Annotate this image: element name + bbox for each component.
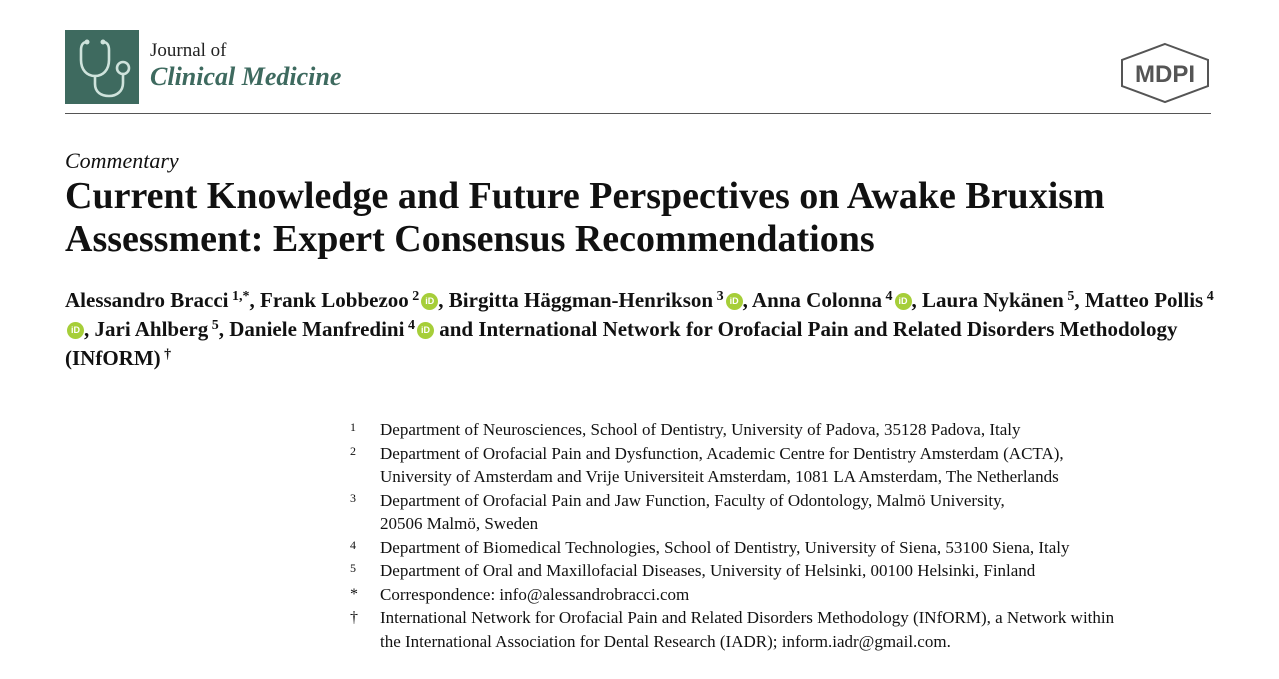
affiliation-line xyxy=(345,489,1225,513)
journal-name-line2: Clinical Medicine xyxy=(150,62,342,91)
affiliation-line xyxy=(345,418,1225,442)
publisher-logo xyxy=(1118,42,1212,104)
author-affiliation-mark: 4 xyxy=(404,318,415,333)
author-separator: , xyxy=(249,288,261,312)
affiliation-text: Department of Biomedical Technologies, School of Dentistry, University of Siena, 53100 Siena, Italy xyxy=(380,537,1070,557)
affiliation-line xyxy=(345,559,1225,583)
author-list xyxy=(65,286,1225,373)
affiliation-number: 5 xyxy=(350,561,356,575)
author-name[interactable]: Alessandro Bracci xyxy=(65,288,229,312)
author-name[interactable]: Laura Nykänen xyxy=(922,288,1064,312)
affiliation-line xyxy=(345,630,1225,654)
affiliation-line xyxy=(345,442,1225,466)
affiliation-text: International Network for Orofacial Pain and Related Disorders Methodology (INfORM), a Network within xyxy=(380,608,1115,627)
journal-logo xyxy=(65,30,139,104)
orcid-icon[interactable]: iD xyxy=(67,322,84,339)
affiliation-text: Department of Neurosciences, School of Dentistry, University of Padova, 35128 Padova, Italy xyxy=(380,420,1021,439)
author-affiliation-mark: 3 xyxy=(713,289,724,304)
author-name[interactable]: Daniele Manfredini xyxy=(229,317,405,341)
article-type: Commentary xyxy=(65,148,179,173)
orcid-icon[interactable]: iD xyxy=(417,322,434,339)
author-affiliation-mark: 5 xyxy=(208,318,219,333)
author-affiliation-mark: 2 xyxy=(408,289,420,304)
author-name[interactable]: Frank Lobbezoo xyxy=(260,288,409,312)
author-separator: and xyxy=(433,317,479,341)
affiliation-line xyxy=(345,536,1225,560)
author-affiliation-mark: † xyxy=(160,347,172,362)
orcid-icon[interactable]: iD xyxy=(726,293,743,310)
orcid-icon[interactable]: iD xyxy=(895,293,912,310)
author-separator: , xyxy=(218,317,230,341)
journal-name xyxy=(150,40,341,92)
author-name[interactable]: Matteo Pollis xyxy=(1084,288,1204,312)
publisher-logo-text: MDPI xyxy=(1135,61,1195,88)
author-separator: , xyxy=(84,317,95,341)
author-name[interactable]: Jari Ahlberg xyxy=(94,317,209,341)
affiliation-line xyxy=(345,512,1225,536)
affiliation-line xyxy=(345,465,1225,489)
affiliation-line xyxy=(345,583,1225,607)
affiliation-text: University of Amsterdam and Vrije Universiteit Amsterdam, 1081 LA Amsterdam, The Netherlands xyxy=(380,467,1059,486)
journal-name-line1: Journal of xyxy=(150,40,227,61)
author-separator: , xyxy=(1074,288,1085,312)
header-divider xyxy=(65,113,1211,114)
affiliation-list xyxy=(345,418,1225,653)
affiliation-number: 1 xyxy=(350,420,356,434)
author-name[interactable]: Anna Colonna xyxy=(751,288,883,312)
affiliation-text: the International Association for Dental Research (IADR); inform.iadr@gmail.com. xyxy=(380,631,951,651)
author-affiliation-mark: 4 xyxy=(1203,289,1214,304)
author-name[interactable]: International Network for Orofacial Pain and Related Disorders Methodology (INfORM) xyxy=(65,317,1178,370)
author-affiliation-mark: 4 xyxy=(882,289,893,304)
affiliation-line xyxy=(345,606,1225,630)
author-affiliation-mark: 5 xyxy=(1063,289,1075,304)
affiliation-text: Department of Oral and Maxillofacial Diseases, University of Helsinki, 00100 Helsinki, Finland xyxy=(380,561,1036,580)
affiliation-text: Department of Orofacial Pain and Dysfunction, Academic Centre for Dentistry Amsterdam (ACTA), xyxy=(380,443,1064,463)
affiliation-number: 4 xyxy=(350,537,356,552)
orcid-icon[interactable]: iD xyxy=(421,293,438,310)
affiliation-text: Department of Orofacial Pain and Jaw Function, Faculty of Odontology, Malmö University, xyxy=(380,490,1005,510)
affiliation-number: * xyxy=(350,585,358,603)
affiliation-number: 3 xyxy=(350,490,356,505)
affiliation-text: Correspondence: info@alessandrobracci.com xyxy=(380,584,690,604)
article-title: Current Knowledge and Future Perspectives on Awake Bruxism Assessment: Expert Consensus Recommendations xyxy=(65,175,1105,260)
author-separator: , xyxy=(742,288,752,312)
author-affiliation-mark: 1,* xyxy=(228,289,250,304)
affiliation-number: † xyxy=(350,609,358,626)
author-separator: , xyxy=(438,288,449,312)
author-separator: , xyxy=(911,288,923,312)
author-name[interactable]: Birgitta Häggman-Henrikson xyxy=(448,288,714,312)
stethoscope-icon xyxy=(65,30,139,104)
affiliation-text: 20506 Malmö, Sweden xyxy=(380,514,539,533)
affiliation-number: 2 xyxy=(350,443,356,458)
